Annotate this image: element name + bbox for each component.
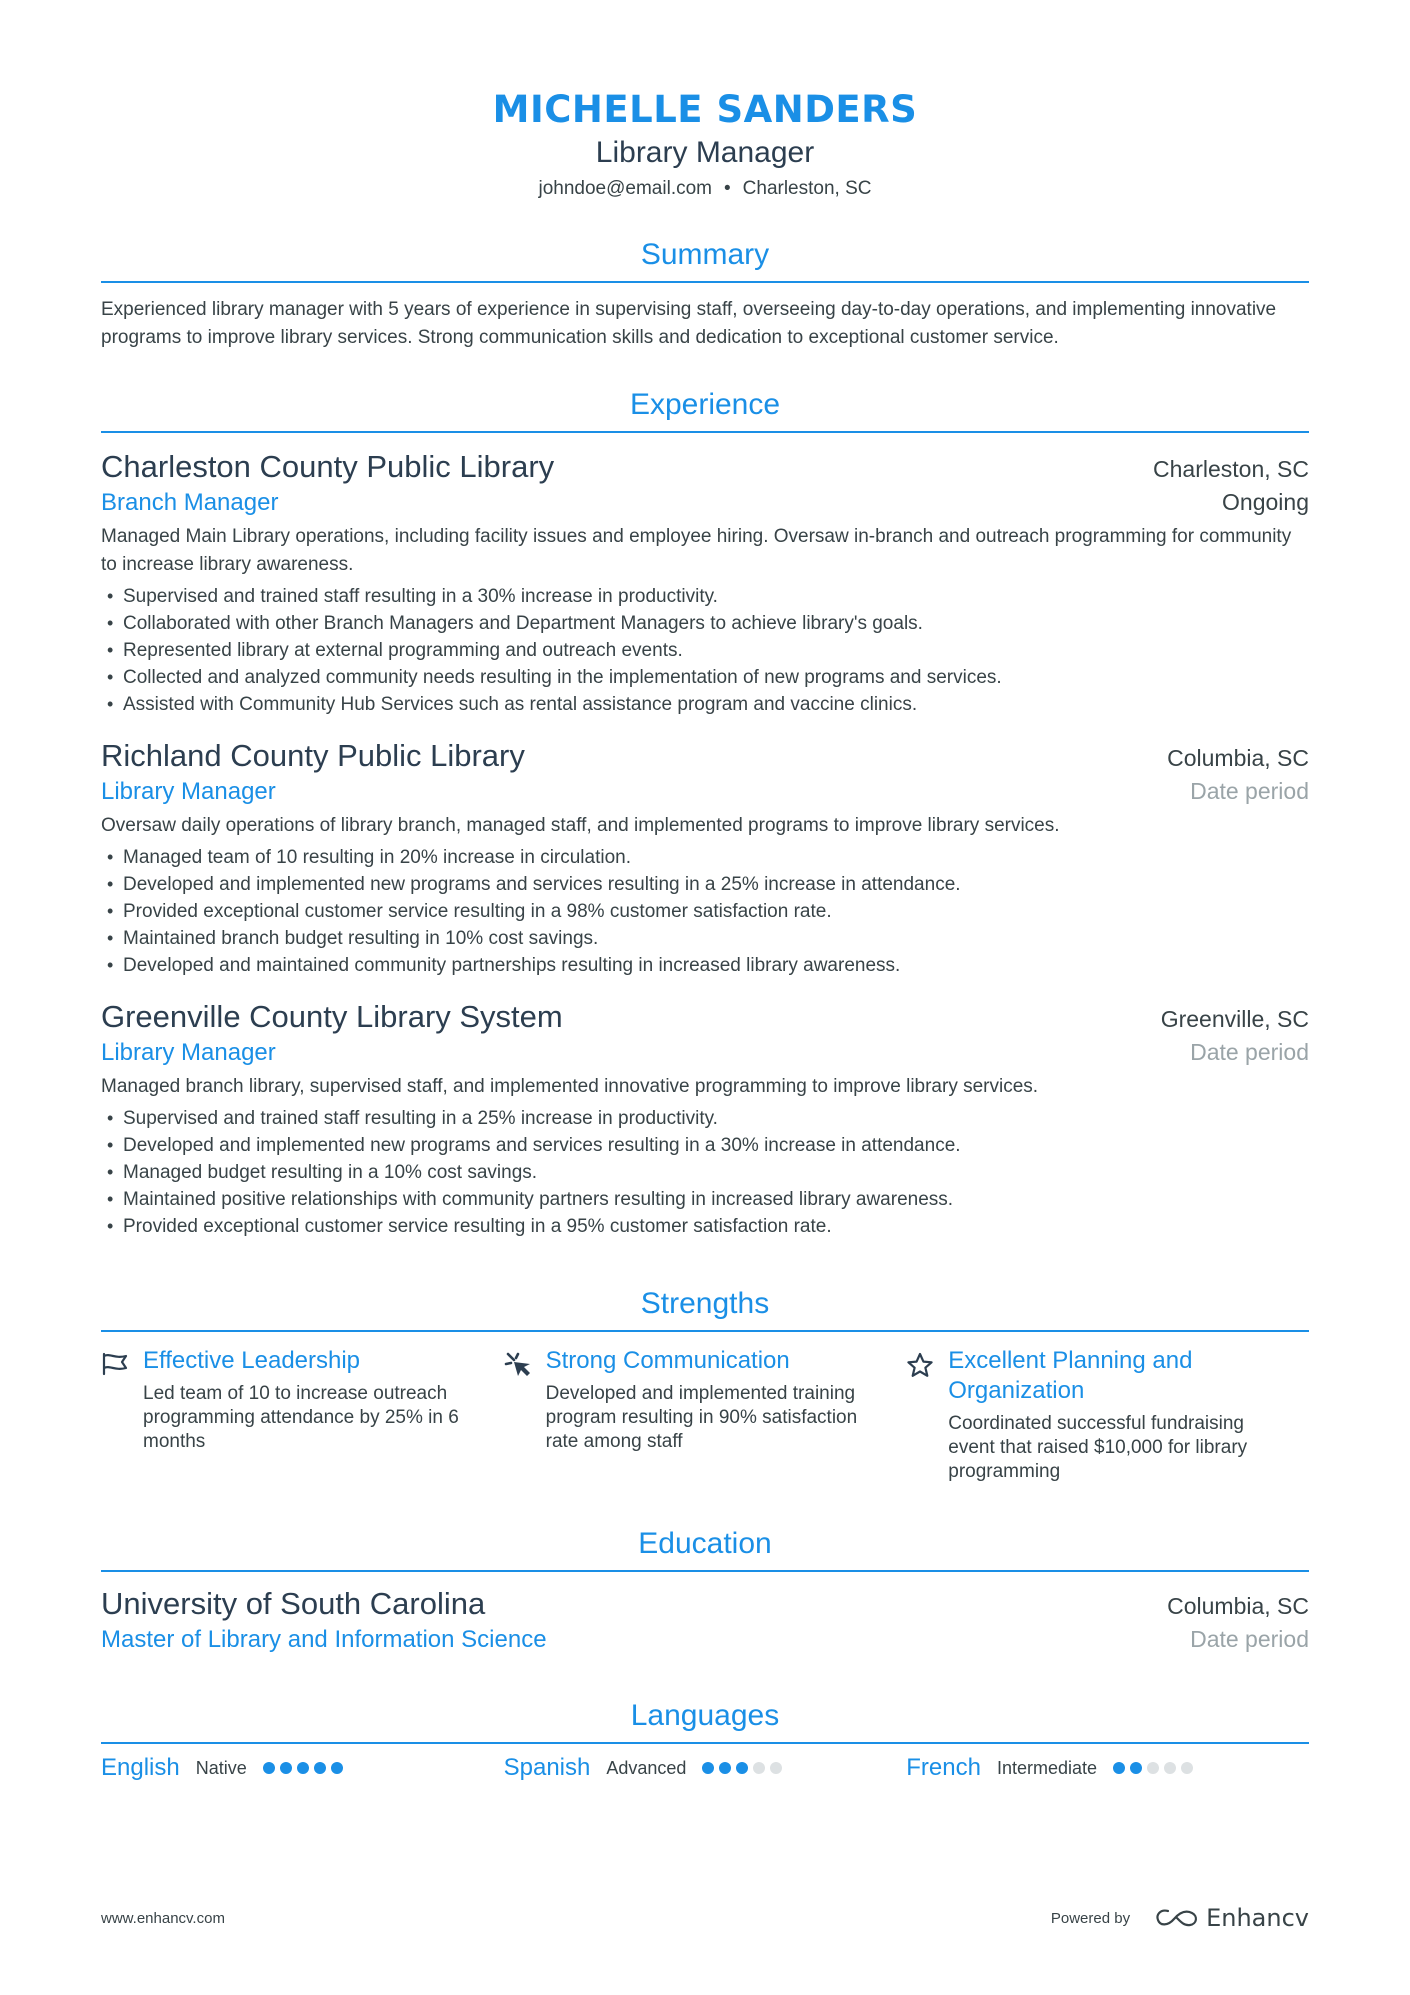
languages-title: Languages [630, 1699, 780, 1732]
strength-item [101, 1346, 504, 1484]
strength-title: Effective Leadership [143, 1347, 361, 1374]
powered-by-label: Powered by [1050, 1909, 1131, 1927]
contact-location: Charleston, SC [742, 178, 872, 199]
strength-item [504, 1346, 907, 1484]
footer-url[interactable]: www.enhancv.com [101, 1909, 225, 1927]
footer [101, 1904, 1309, 1932]
job-company: Greenville County Library System [101, 999, 563, 1034]
rating-dot-filled [297, 1762, 309, 1774]
list-item: • Represented library at external programming and outreach events. [101, 637, 1309, 664]
strength-title: Excellent Planning and Organization [948, 1347, 1193, 1404]
experience-title: Experience [629, 388, 781, 421]
brand-logo[interactable] [1154, 1904, 1309, 1932]
rating-dot-filled [1113, 1762, 1125, 1774]
strength-description: Led team of 10 to increase outreach programming attendance by 25% in 6 months [143, 1383, 459, 1452]
language-name: Spanish [503, 1754, 591, 1781]
language-rating [1113, 1762, 1198, 1774]
list-item: • Maintained positive relationships with community partners resulting in increased library awareness. [101, 1186, 1309, 1213]
education-entry [101, 1584, 1309, 1656]
strength-title: Strong Communication [545, 1347, 790, 1374]
job-bullets [101, 844, 1309, 979]
language-rating [263, 1762, 348, 1774]
language-level: Advanced [606, 1757, 687, 1778]
education-date: Date period [1190, 1626, 1309, 1652]
list-item: • Managed budget resulting in a 10% cost savings. [101, 1159, 1309, 1186]
candidate-role: Library Manager [595, 136, 815, 169]
candidate-name: MICHELLE SANDERS [492, 88, 918, 131]
job-company: Richland County Public Library [101, 738, 525, 773]
list-item: • Collected and analyzed community needs resulting in the implementation of new programs and services. [101, 664, 1309, 691]
education-school: University of South Carolina [101, 1586, 486, 1621]
education-section [101, 1524, 1309, 1656]
language-item [906, 1754, 1309, 1782]
education-location: Columbia, SC [1167, 1593, 1309, 1619]
strengths-section [101, 1284, 1309, 1484]
rating-dot-empty [770, 1762, 782, 1774]
job-title: Branch Manager [101, 489, 279, 516]
language-level: Native [195, 1757, 247, 1778]
rating-dot-empty [1164, 1762, 1176, 1774]
list-item: • Developed and implemented new programs and services resulting in a 25% increase in attendance. [101, 871, 1309, 898]
job-company: Charleston County Public Library [101, 449, 555, 484]
rating-dot-empty [1181, 1762, 1193, 1774]
job-title: Library Manager [101, 778, 276, 805]
language-item [101, 1754, 504, 1782]
list-item: • Managed team of 10 resulting in 20% increase in circulation. [101, 844, 1309, 871]
job-title: Library Manager [101, 1039, 276, 1066]
language-level: Intermediate [996, 1757, 1098, 1778]
brand-name: Enhancv [1206, 1904, 1309, 1932]
summary-title: Summary [640, 238, 770, 271]
job-date: Date period [1190, 778, 1309, 804]
list-item: • Supervised and trained staff resulting in a 30% increase in productivity. [101, 583, 1309, 610]
job-date: Ongoing [1222, 489, 1309, 515]
list-item: • Developed and maintained community partnerships resulting in increased library awareness. [101, 952, 1309, 979]
contact-line [101, 176, 1309, 202]
strength-description: Coordinated successful fundraising event that raised $10,000 for library programming [948, 1413, 1248, 1482]
rating-dot-filled [702, 1762, 714, 1774]
rating-dot-filled [1130, 1762, 1142, 1774]
education-title: Education [638, 1527, 772, 1560]
list-item: • Provided exceptional customer service resulting in a 95% customer satisfaction rate. [101, 1213, 1309, 1240]
list-item: • Supervised and trained staff resulting in a 25% increase in productivity. [101, 1105, 1309, 1132]
list-item: • Developed and implemented new programs and services resulting in a 30% increase in attendance. [101, 1132, 1309, 1159]
contact-email[interactable]: johndoe@email.com [538, 178, 712, 199]
section-divider [101, 431, 1309, 433]
job-description: Managed branch library, supervised staff, and implemented innovative programming to improve library services. [101, 1076, 1039, 1097]
flag-icon [101, 1352, 129, 1376]
job-entry [101, 447, 1309, 718]
job-location: Greenville, SC [1160, 1006, 1309, 1032]
language-name: French [906, 1754, 981, 1781]
contact-separator: • [724, 178, 731, 199]
strength-item [906, 1346, 1309, 1484]
rating-dot-filled [719, 1762, 731, 1774]
rating-dot-filled [331, 1762, 343, 1774]
rating-dot-filled [263, 1762, 275, 1774]
list-item: • Collaborated with other Branch Managers and Department Managers to achieve library's goals. [101, 610, 1309, 637]
job-location: Charleston, SC [1153, 456, 1309, 482]
job-date: Date period [1190, 1039, 1309, 1065]
list-item: • Maintained branch budget resulting in 10% cost savings. [101, 925, 1309, 952]
experience-section [101, 385, 1309, 1240]
job-description: Managed Main Library operations, including facility issues and employee hiring. Oversaw in-branch and outreach programming for community to increase library awareness. [101, 526, 1292, 575]
summary-text: Experienced library manager with 5 years of experience in supervising staff, overseeing day-to-day operations, and implementing innovative programs to improve library services. Strong communication skills and dedication to exceptional customer service. [101, 299, 1277, 348]
star-icon [906, 1352, 934, 1379]
resume-header [101, 0, 1309, 202]
job-location: Columbia, SC [1167, 745, 1309, 771]
language-name: English [101, 1754, 180, 1781]
summary-section [101, 235, 1309, 352]
section-divider [101, 1570, 1309, 1572]
languages-section [101, 1696, 1309, 1782]
section-divider [101, 1330, 1309, 1332]
rating-dot-filled [736, 1762, 748, 1774]
hand-pointer-icon [504, 1352, 532, 1378]
job-entry [101, 736, 1309, 979]
strength-description: Developed and implemented training program resulting in 90% satisfaction rate among staff [545, 1383, 858, 1452]
strengths-title: Strengths [640, 1287, 770, 1320]
enhancv-logo-icon [1154, 1907, 1200, 1929]
job-bullets [101, 583, 1309, 718]
rating-dot-filled [314, 1762, 326, 1774]
list-item: • Provided exceptional customer service resulting in a 98% customer satisfaction rate. [101, 898, 1309, 925]
list-item: • Assisted with Community Hub Services such as rental assistance program and vaccine clinics. [101, 691, 1309, 718]
language-rating [702, 1762, 787, 1774]
section-divider [101, 1742, 1309, 1744]
education-degree: Master of Library and Information Science [101, 1626, 547, 1653]
job-entry [101, 997, 1309, 1240]
rating-dot-empty [1147, 1762, 1159, 1774]
rating-dot-filled [280, 1762, 292, 1774]
job-description: Oversaw daily operations of library branch, managed staff, and implemented programs to improve library services. [101, 815, 1060, 836]
language-item [504, 1754, 907, 1782]
job-bullets [101, 1105, 1309, 1240]
rating-dot-empty [753, 1762, 765, 1774]
section-divider [101, 281, 1309, 283]
